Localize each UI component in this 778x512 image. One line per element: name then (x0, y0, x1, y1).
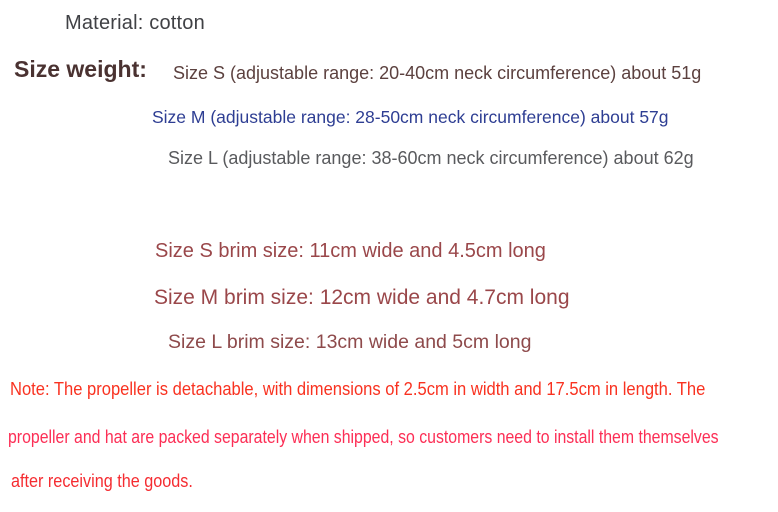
material-text: Material: cotton (65, 12, 205, 34)
brim-size-m-text: Size M brim size: 12cm wide and 4.7cm long (154, 286, 570, 309)
brim-size-s-text: Size S brim size: 11cm wide and 4.5cm long (155, 240, 546, 262)
weight-size-s-text: Size S (adjustable range: 20-40cm neck circumference) about 51g (173, 63, 702, 83)
note-line-3: after receiving the goods. (11, 471, 193, 491)
size-weight-label: Size weight: (14, 56, 147, 82)
weight-size-l-text: Size L (adjustable range: 38-60cm neck circumference) about 62g (168, 148, 694, 168)
note-line-1: Note: The propeller is detachable, with dimensions of 2.5cm in width and 17.5cm in length. The (10, 379, 706, 399)
brim-size-l-text: Size L brim size: 13cm wide and 5cm long (168, 331, 532, 353)
note-line-2: propeller and hat are packed separately when shipped, so customers need to install them themselves (8, 427, 719, 447)
weight-size-m-text: Size M (adjustable range: 28-50cm neck circumference) about 57g (152, 107, 669, 127)
